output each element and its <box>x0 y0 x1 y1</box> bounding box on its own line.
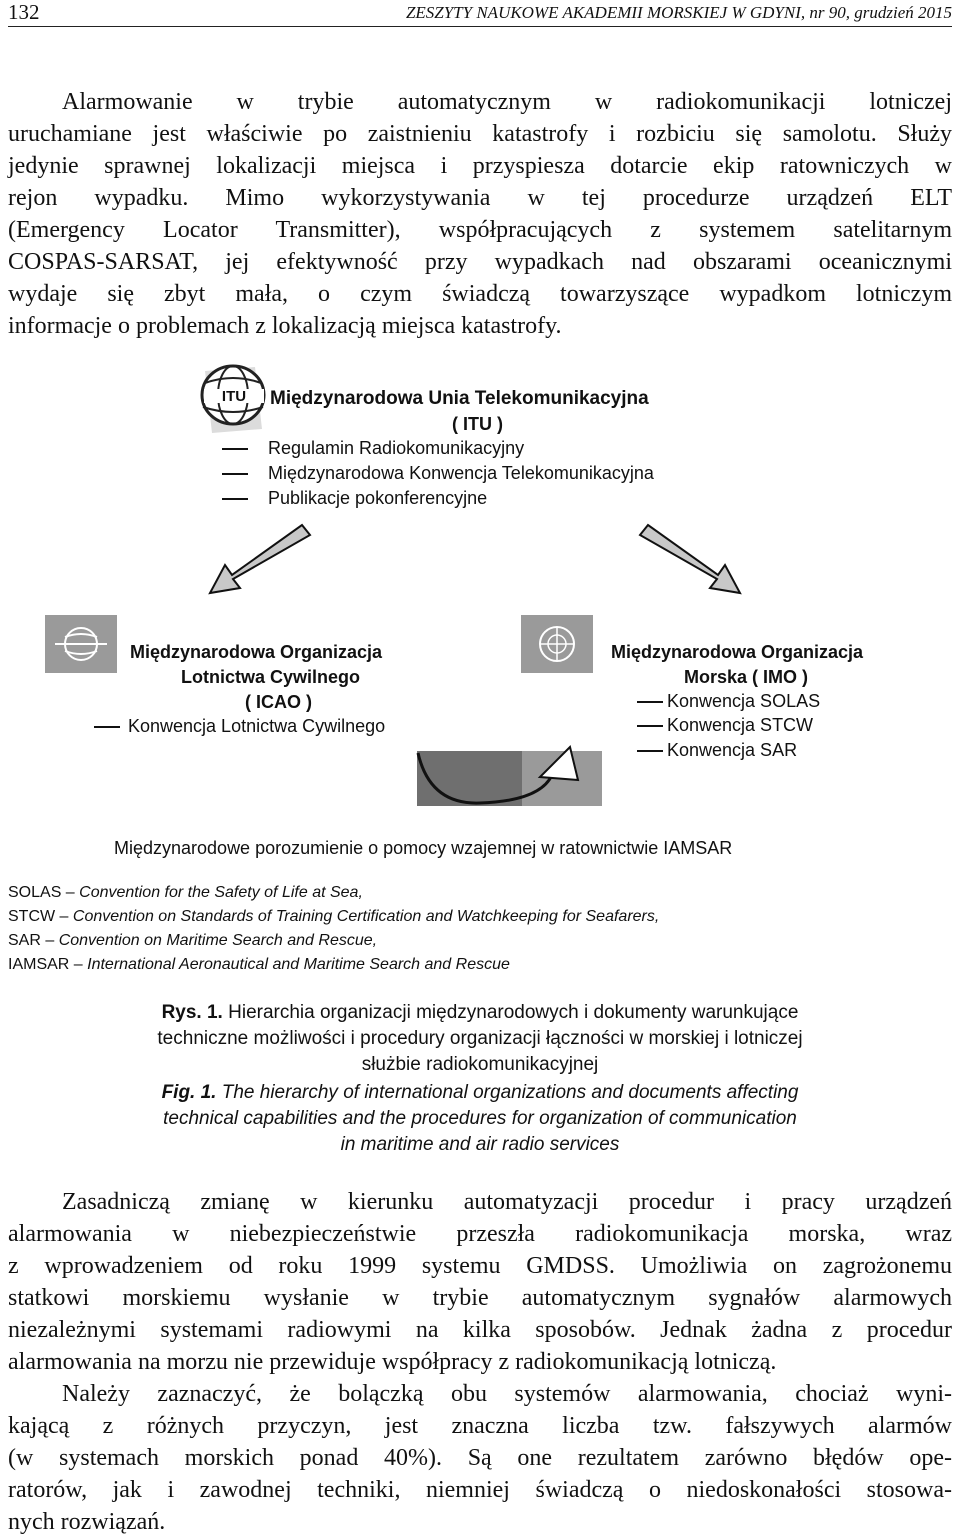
paragraph-line: COSPAS-SARSAT, jej efektywność przy wypadkach nad obszarami oceanicznymi <box>8 249 952 275</box>
itu-item: Międzynarodowa Konwencja Telekomunikacyjna <box>222 461 654 486</box>
paragraph-line: informacje o problemach z lokalizacją miejsca katastrofy. <box>8 313 562 339</box>
abbreviation-sar: SAR – Convention on Maritime Search and Rescue, <box>8 932 378 949</box>
page-header <box>8 0 952 27</box>
itu-logo-text: ITU <box>221 388 247 405</box>
paragraph-line: alarmowania w niebezpieczeństwie przeszła radiokomunikacja morska, wraz <box>8 1221 952 1247</box>
paragraph-line: niezależnymi systemami radiowymi na kilka sposobów. Jednak żadna z procedur <box>8 1317 952 1343</box>
paragraph-line: jedynie sprawnej lokalizacji miejsca i przyspiesza dotarcie ekip ratowniczych w <box>8 153 952 179</box>
icao-title-1: Międzynarodowa Organizacja <box>130 642 383 662</box>
paragraph-2 <box>8 1186 952 1378</box>
paragraph-line: nych rozwiązań. <box>8 1509 166 1535</box>
itu-logo <box>202 366 264 433</box>
figure-caption-pl: Rys. 1. Hierarchia organizacji międzynarodowych i dokumenty warunkujące techniczne możliwości i procedury organizacji łączności w morskiej i lotniczej służbie radiokomunikacyjnej <box>157 1002 803 1075</box>
paragraph-line: statkowi morskiemu wysłanie w trybie automatycznym sygnałów alarmowych <box>8 1285 952 1311</box>
itu-abbr: ( ITU ) <box>452 414 503 434</box>
paragraph-line: Należy zaznaczyć, że bolączką obu systemów alarmowania, chociaż wyni- <box>62 1381 952 1407</box>
imo-emblem <box>521 615 593 673</box>
icao-emblem <box>45 615 117 673</box>
paragraph-line: uruchamiane jest właściwie po zaistnieniu katastrofy i rozbiciu się samolotu. Służy <box>8 121 952 147</box>
paragraph-line: (w systemach morskich ponad 40%). Są one rezultatem zarówno błędów ope- <box>8 1445 952 1471</box>
arrow-to-imo <box>640 525 740 593</box>
icao-abbr: ( ICAO ) <box>245 692 312 712</box>
paragraph-line: Alarmowanie w trybie automatycznym w radiokomunikacji lotniczej <box>62 89 952 115</box>
abbreviation-stcw: STCW – Convention on Standards of Training Certification and Watchkeeping for Seafarers, <box>8 908 660 925</box>
caption-label: Fig. 1. <box>161 1082 217 1103</box>
icao-item: Konwencja Lotnictwa Cywilnego <box>94 714 385 739</box>
caption-label: Rys. 1. <box>161 1002 223 1023</box>
paragraph-line: z wprowadzeniem od roku 1999 systemu GMDSS. Umożliwia on zagrożonemu <box>8 1253 952 1279</box>
paragraph-line: rejon wypadku. Mimo wykorzystywania w tej procedurze urządzeń ELT <box>8 185 952 211</box>
paragraph-line: alarmowania na morzu nie przewiduje współpracy z radiokomunikacją lotniczą. <box>8 1349 777 1375</box>
paragraph-line: Zasadniczą zmianę w kierunku automatyzacji procedur i pracy urządzeń <box>62 1189 952 1215</box>
imo-title-2: Morska ( IMO ) <box>684 667 809 687</box>
abbreviation-solas: SOLAS – Convention for the Safety of Life at Sea, <box>8 884 363 901</box>
icao-title-2: Lotnictwa Cywilnego <box>181 667 361 687</box>
exchange-box <box>417 747 602 806</box>
imo-item: Konwencja SAR <box>637 738 797 763</box>
imo-title-1: Międzynarodowa Organizacja <box>611 642 864 662</box>
abbreviation-iamsar: IAMSAR – International Aeronautical and Maritime Search and Rescue <box>8 956 510 973</box>
imo-item: Konwencja STCW <box>637 713 813 738</box>
page-number: 132 <box>8 0 40 24</box>
itu-item: Publikacje pokonferencyjne <box>222 486 487 511</box>
itu-title: Międzynarodowa Unia Telekomunikacyjna <box>270 388 649 409</box>
paragraph-3 <box>8 1378 952 1538</box>
paragraph-line: wydaje się zbyt mała, o czym świadczą towarzyszące wypadkom lotniczym <box>8 281 952 307</box>
arrow-to-icao <box>210 525 310 593</box>
journal-title: ZESZYTY NAUKOWE AKADEMII MORSKIEJ W GDYNI, nr 90, grudzień 2015 <box>405 3 952 22</box>
paragraph-1 <box>8 86 952 342</box>
paragraph-line: (Emergency Locator Transmitter), współpracujących z systemem satelitarnym <box>8 217 952 243</box>
imo-item: Konwencja SOLAS <box>637 689 820 714</box>
figure-caption-en: Fig. 1. The hierarchy of international organizations and documents affecting technical capabilities and the procedures for organization of communication in maritime and air radio services <box>161 1082 799 1155</box>
iamsar-agreement: Międzynarodowe porozumienie o pomocy wzajemnej w ratownictwie IAMSAR <box>114 838 733 858</box>
itu-item: Regulamin Radiokomunikacyjny <box>222 436 524 461</box>
paragraph-line: ratorów, jak i zawodnej techniki, niemniej świadczą o niedoskonałości stosowa- <box>8 1477 952 1503</box>
paragraph-line: kającą z różnych przyczyn, jest znaczna liczba tzw. fałszywych alarmów <box>8 1413 952 1439</box>
